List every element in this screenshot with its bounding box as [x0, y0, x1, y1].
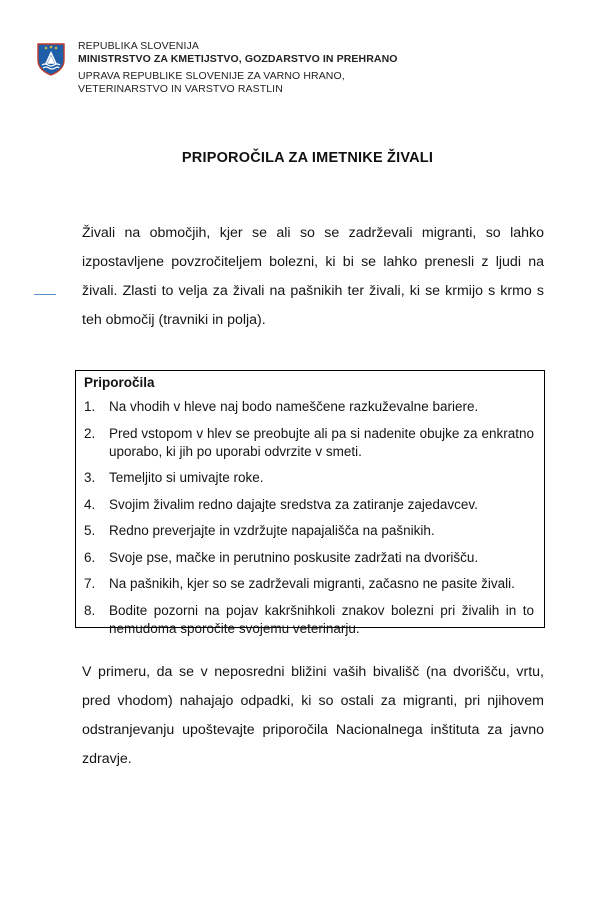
slovenian-coat-of-arms-icon [36, 42, 66, 76]
recommendation-item [76, 398, 544, 416]
recommendation-item [76, 522, 544, 540]
recommendation-item [76, 469, 544, 487]
recommendation-number: 2. [84, 425, 96, 441]
recommendation-text: Redno preverjajte in vzdržujte napajališča na pašnikih. [109, 523, 435, 538]
recommendation-number: 3. [84, 470, 96, 485]
letterhead [36, 40, 398, 96]
ministry-name-block [78, 40, 398, 96]
recommendation-text: Svoje pse, mačke in perutnino poskusite zadržati na dvorišču. [109, 549, 479, 565]
header-administration: UPRAVA REPUBLIKE SLOVENIJE ZA VARNO HRANO, [78, 70, 345, 82]
recommendation-number: 6. [84, 549, 96, 565]
recommendation-text: Na pašnikih, kjer so se zadrževali migranti, začasno ne pasite živali. [109, 576, 515, 591]
outro-paragraph: V primeru, da se v neposredni bližini vaših bivališč (na dvorišču, vrtu, pred vhodom) nahajajo odpadki, ki so ostali za migranti, pri njihovem odstranjevanju upoštevajte priporočila Nacionalnega inštituta za javno zdravje. [82, 664, 544, 767]
recommendation-item [76, 425, 544, 461]
recommendation-text: Svojim živalim redno dajajte sredstva za zatiranje zajedavcev. [109, 496, 478, 512]
page-title: PRIPOROČILA ZA IMETNIKE ŽIVALI [181, 150, 434, 166]
recommendation-number: 1. [84, 399, 96, 414]
recommendation-text: Temeljito si umivajte roke. [109, 470, 264, 485]
recommendation-number: 4. [84, 496, 96, 512]
recommendation-item [76, 549, 544, 567]
recommendation-text: Pred vstopom v hlev se preobujte ali pa si nadenite obujke za enkratno uporabo, ki jih po uporabi odvrzite v smeti. [109, 425, 534, 459]
recommendation-item [76, 575, 544, 593]
recommendation-item [76, 496, 544, 514]
recommendation-text: Bodite pozorni na pojav kakršnihkoli znakov bolezni pri živalih in to nemudoma sporočite svojemu veterinarju. [109, 602, 534, 636]
header-administration-cont: VETERINARSTVO IN VARSTVO RASTLIN [78, 83, 283, 95]
recommendations-list [76, 398, 544, 646]
margin-mark [34, 294, 56, 295]
intro-paragraph: Živali na območjih, kjer se ali so se zadrževali migranti, so lahko izpostavljene povzročiteljem bolezni, ki bi se lahko prenesli z ljudi na živali. Zlasti to velja za živali na pašnikih ter živali, ki se krmijo s krmo s teh območij (travniki in polja). [82, 225, 544, 328]
recommendations-title: Priporočila [84, 375, 155, 390]
recommendation-number: 5. [84, 523, 96, 538]
recommendation-number: 7. [84, 576, 96, 591]
header-ministry: MINISTRSTVO ZA KMETIJSTVO, GOZDARSTVO IN PREHRANO [78, 53, 398, 65]
recommendation-number: 8. [84, 602, 96, 618]
header-republic: REPUBLIKA SLOVENIJA [78, 40, 199, 52]
recommendation-item [76, 602, 544, 638]
recommendation-text: Na vhodih v hleve naj bodo nameščene razkuževalne bariere. [109, 399, 479, 414]
recommendations-box [75, 370, 545, 636]
